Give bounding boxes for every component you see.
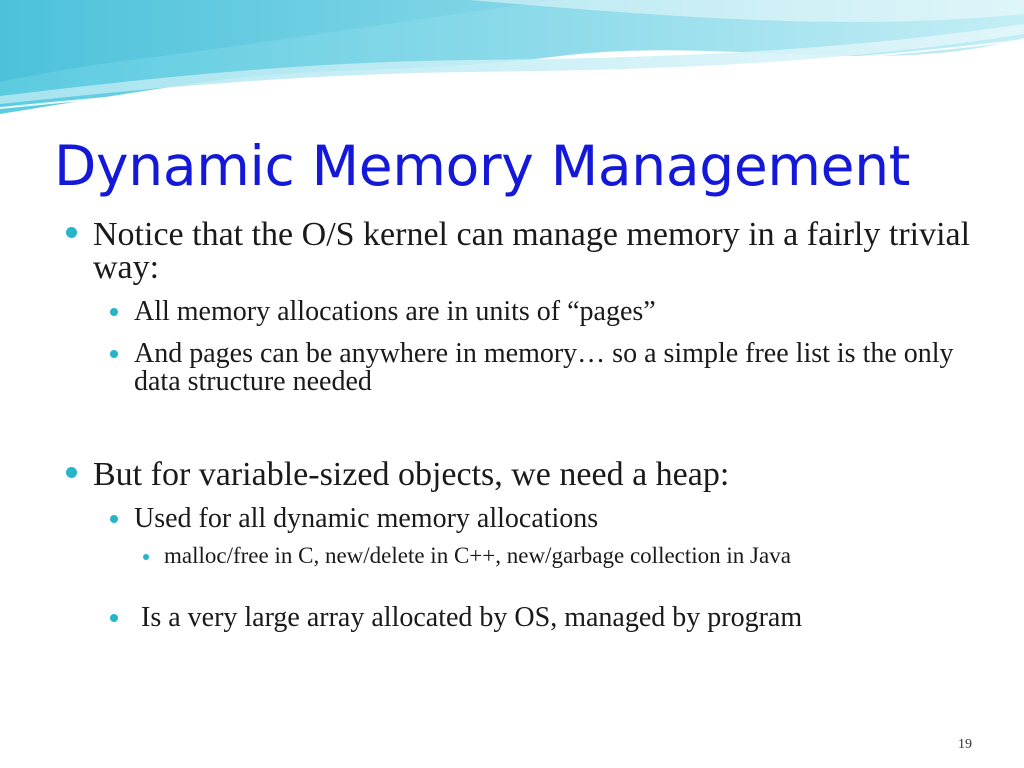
bullet-item-1: Notice that the O/S kernel can manage memory in a fairly trivial way: [93,216,971,286]
bullet-item-4: But for variable-sized objects, we need a heap: [93,456,730,493]
bullet-item-5: Used for all dynamic memory allocations [134,503,599,534]
slide-title: Dynamic Memory Management [54,134,911,198]
bullet-item-7: Is a very large array allocated by OS, managed by program [134,602,803,633]
bullet-item-6: malloc/free in C, new/delete in C++, new/garbage collection in Java [164,543,791,568]
bullet-dot-3 [110,350,118,358]
slide-number: 19 [958,737,972,752]
bullet-dot-1 [66,227,77,238]
bullet-dot-7 [110,614,118,622]
bullet-dot-2 [110,308,118,316]
bullet-item-2: All memory allocations are in units of “pages” [134,296,656,327]
bullet-item-3: And pages can be anywhere in memory… so a simple free list is the only data structure needed [134,338,954,397]
bullet-dot-4 [66,467,77,478]
bullet-dot-6 [143,554,149,560]
bullet-dot-5 [110,515,118,523]
